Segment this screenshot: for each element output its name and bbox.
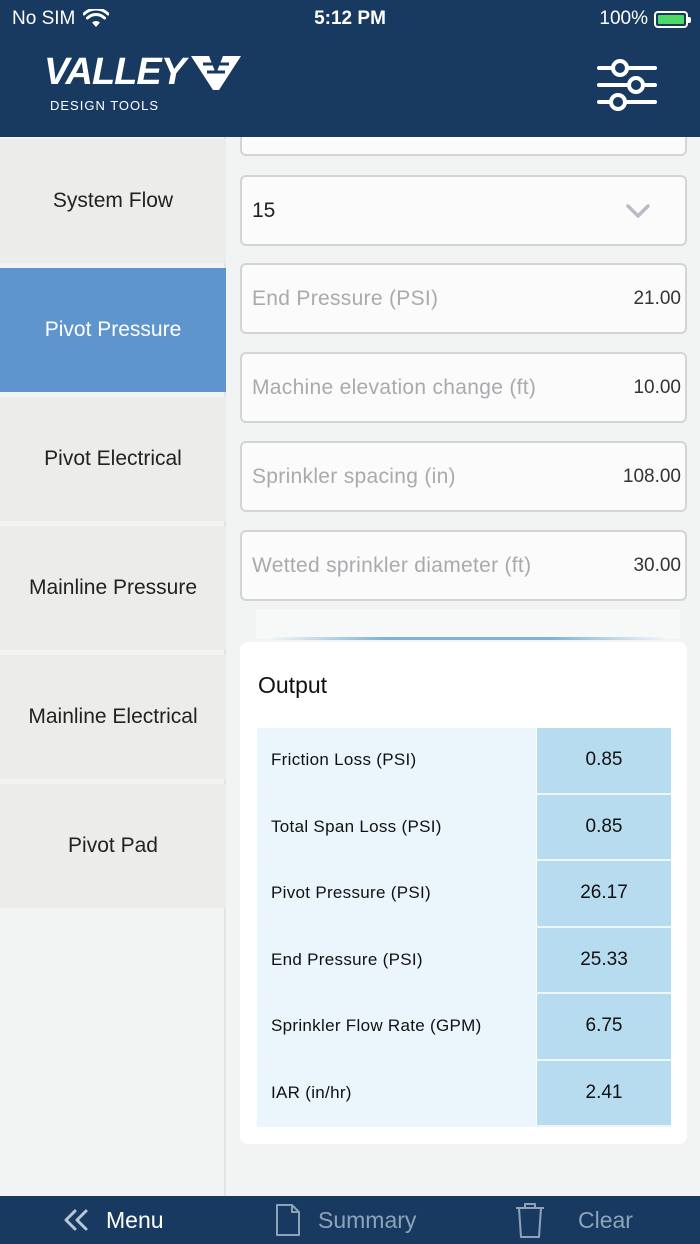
output-table: [257, 728, 671, 1127]
chevron-down-icon: [625, 198, 651, 224]
brand-name: VALLEY: [44, 51, 186, 93]
field-value: 108.00: [622, 465, 681, 487]
table-row: [257, 861, 671, 928]
table-row: [257, 928, 671, 995]
output-label: Friction Loss (PSI): [257, 728, 536, 793]
status-bar: [0, 0, 700, 36]
table-row: [257, 1061, 671, 1128]
field-placeholder: Machine elevation change (ft): [252, 375, 537, 399]
sidebar-item-label: Pivot Pad: [68, 834, 158, 857]
table-row: [257, 994, 671, 1061]
output-label: Total Span Loss (PSI): [257, 795, 536, 860]
menu-label: Menu: [106, 1206, 164, 1233]
battery-icon: [654, 11, 688, 28]
valley-logo: [44, 50, 243, 113]
sprinkler-spacing-input[interactable]: [240, 441, 687, 512]
field-placeholder: Wetted sprinkler diameter (ft): [252, 553, 532, 577]
end-pressure-input[interactable]: [240, 263, 687, 334]
sidebar-item-label: Mainline Pressure: [28, 576, 198, 599]
sidebar-item-pivot-pressure[interactable]: [0, 268, 226, 392]
section-divider: [268, 637, 668, 640]
sidebar-item-label: Pivot Pressure: [44, 318, 182, 341]
table-row: [257, 728, 671, 795]
main-content: [228, 137, 700, 1196]
output-value: 0.85: [537, 795, 671, 860]
clock: 5:12 PM: [314, 8, 386, 29]
sidebar-item-mainline-electrical[interactable]: [0, 655, 226, 779]
clear-label: Clear: [578, 1206, 633, 1233]
summary-button[interactable]: [274, 1196, 416, 1244]
settings-button[interactable]: [596, 58, 658, 112]
field-placeholder: Sprinkler spacing (in): [252, 464, 456, 488]
sidebar-item-mainline-pressure[interactable]: [0, 526, 226, 650]
output-label: Pivot Pressure (PSI): [257, 861, 536, 926]
table-row: [257, 795, 671, 862]
output-value: 0.85: [537, 728, 671, 793]
output-value: 6.75: [537, 994, 671, 1059]
span-count-select[interactable]: [240, 175, 687, 246]
sidebar-item-label: System Flow: [52, 189, 174, 212]
select-value: 15: [252, 198, 276, 222]
field-value: 30.00: [633, 554, 681, 576]
output-value: 25.33: [537, 928, 671, 993]
sidebar-item-pivot-electrical[interactable]: [0, 397, 226, 521]
carrier-label: No SIM: [12, 8, 76, 29]
sidebar-item-label: Pivot Electrical: [44, 447, 182, 470]
clear-button[interactable]: [514, 1196, 633, 1244]
bottom-toolbar: [0, 1196, 700, 1244]
document-icon: [274, 1203, 302, 1237]
sidebar-item-pivot-pad[interactable]: [0, 784, 226, 908]
sidebar-item-label: Mainline Electrical: [28, 705, 198, 728]
valley-v-emblem-icon: [189, 52, 243, 92]
wetted-diameter-input[interactable]: [240, 530, 687, 601]
app-header: [0, 0, 700, 137]
output-title: Output: [258, 672, 328, 698]
sliders-icon: [596, 58, 658, 112]
output-label: End Pressure (PSI): [257, 928, 536, 993]
field-value: 10.00: [633, 376, 681, 398]
battery-percent: 100%: [599, 8, 648, 29]
section-divider-band: [256, 609, 680, 639]
field-value: 21.00: [633, 287, 681, 309]
menu-button[interactable]: [62, 1196, 164, 1244]
elevation-change-input[interactable]: [240, 352, 687, 423]
double-chevron-left-icon: [62, 1208, 90, 1232]
output-label: Sprinkler Flow Rate (GPM): [257, 994, 536, 1059]
form-field-partial[interactable]: [240, 137, 687, 156]
brand-subtitle: DESIGN TOOLS: [50, 98, 160, 113]
sidebar: [0, 137, 226, 1196]
output-value: 2.41: [537, 1061, 671, 1126]
field-placeholder: End Pressure (PSI): [252, 286, 439, 310]
sidebar-item-system-flow[interactable]: [0, 139, 226, 263]
output-label: IAR (in/hr): [257, 1061, 536, 1126]
output-panel: [240, 642, 687, 1144]
trash-icon: [514, 1201, 546, 1239]
summary-label: Summary: [318, 1206, 417, 1233]
output-value: 26.17: [537, 861, 671, 926]
